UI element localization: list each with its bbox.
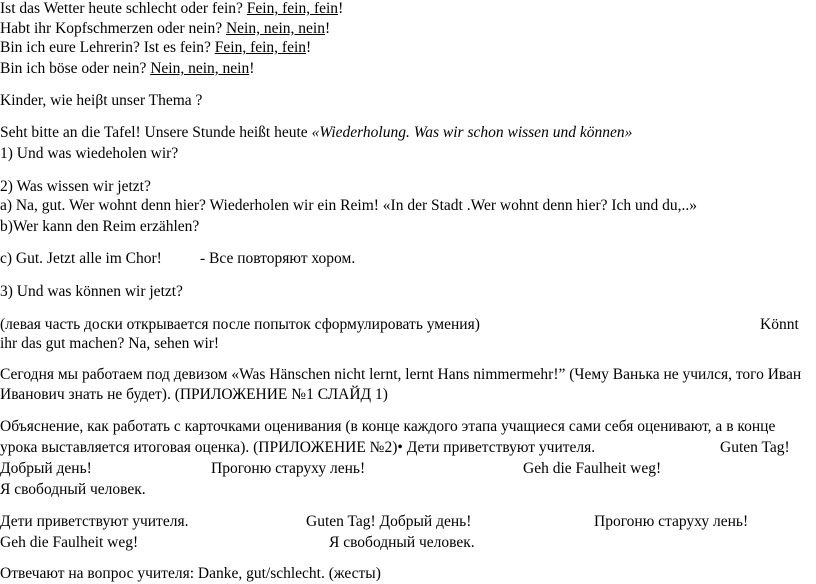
text: Прогоню старуху лень! [211, 460, 366, 477]
poem-line-4 [0, 58, 254, 79]
text: Bin ich böse oder nein? [0, 60, 147, 77]
point-b: b)Wer kann den Reim erzählen? [0, 218, 200, 235]
theme-question: Kinder, wie heiβt unser Thema ? [0, 92, 203, 109]
bullet-icon: • [397, 439, 403, 456]
text: ! [324, 20, 331, 37]
motto-line-1: Сегодня мы работаем под девизом «Was Hänschen nicht lernt, lernt Hans nimmermehr!” (Чему Ванька не учился, того Иван [0, 366, 802, 383]
underlined-answer: Nein, nein, nein [225, 20, 325, 37]
text: Geh die Faulheit weg! [0, 534, 139, 551]
text: Bin ich eure Lehrerin? Ist es fein? [0, 39, 211, 56]
text: - Все повторяют хором. [200, 250, 356, 267]
text: Seht bitte an die Tafel! Unsere Stunde heißt heute [0, 124, 312, 141]
text: ! [249, 60, 255, 77]
board-note-line-2: ihr das gut machen? Na, sehen wir! [0, 335, 220, 352]
text: Прогоню старуху лень! [594, 513, 749, 530]
poem-line-1 [0, 0, 343, 19]
underlined-answer: Fein, fein, fein [246, 0, 339, 17]
underlined-answer: Fein, fein, fein [214, 39, 307, 56]
text: Könnt [760, 316, 799, 333]
question-1: 1) Und was wiedeholen wir? [0, 145, 179, 162]
text: урока выставляется итоговая оценка). (ПРИЛОЖЕНИЕ №2)• Дети приветствуют учителя. [0, 439, 596, 456]
motto-line-2: Иванович знать не будет). (ПРИЛОЖЕНИЕ №1 СЛАЙД 1) [0, 386, 388, 403]
answer-line: Отвечают на вопрос учителя: Danke, gut/schlecht. (жесты) [0, 565, 381, 582]
text: Добрый день! [0, 460, 92, 477]
greeting-line-2: Я свободный человек. [0, 481, 146, 498]
point-a: a) Na, gut. Wer wohnt denn hier? Wiederholen wir ein Reim! «In der Stadt .Wer wohnt denn hier? Ich und du,..» [0, 197, 698, 214]
text: Guten Tag! [720, 439, 790, 456]
text: Дети приветствуют учителя. [0, 513, 189, 530]
text: Guten Tag! Добрый день! [306, 513, 472, 530]
underlined-answer: Nein, nein, nein [150, 60, 250, 77]
question-3: 3) Und was können wir jetzt? [0, 283, 183, 300]
text: ! [338, 0, 344, 17]
question-2: 2) Was wissen wir jetzt? [0, 178, 151, 195]
text: Geh die Faulheit weg! [523, 460, 662, 477]
text: c) Gut. Jetzt alle im Chor! [0, 250, 162, 267]
text: Ist das Wetter heute schlecht oder fein? [0, 0, 243, 17]
explanation-line-1: Объяснение, как работать с карточками оценивания (в конце каждого этапа учащиеся сами себя оценивают, а в конце [0, 418, 776, 435]
text: ! [306, 39, 312, 56]
text: (левая часть доски открывается после попыток сформулировать умения) [0, 316, 480, 333]
poem-line-3 [0, 37, 311, 58]
text: Habt ihr Kopfschmerzen oder nein? [0, 20, 223, 37]
poem-line-2 [0, 18, 330, 39]
text: Я свободный человек. [329, 534, 475, 551]
lesson-topic-line [0, 122, 632, 143]
lesson-topic: «Wiederholung. Was wir schon wissen und können» [311, 124, 633, 141]
